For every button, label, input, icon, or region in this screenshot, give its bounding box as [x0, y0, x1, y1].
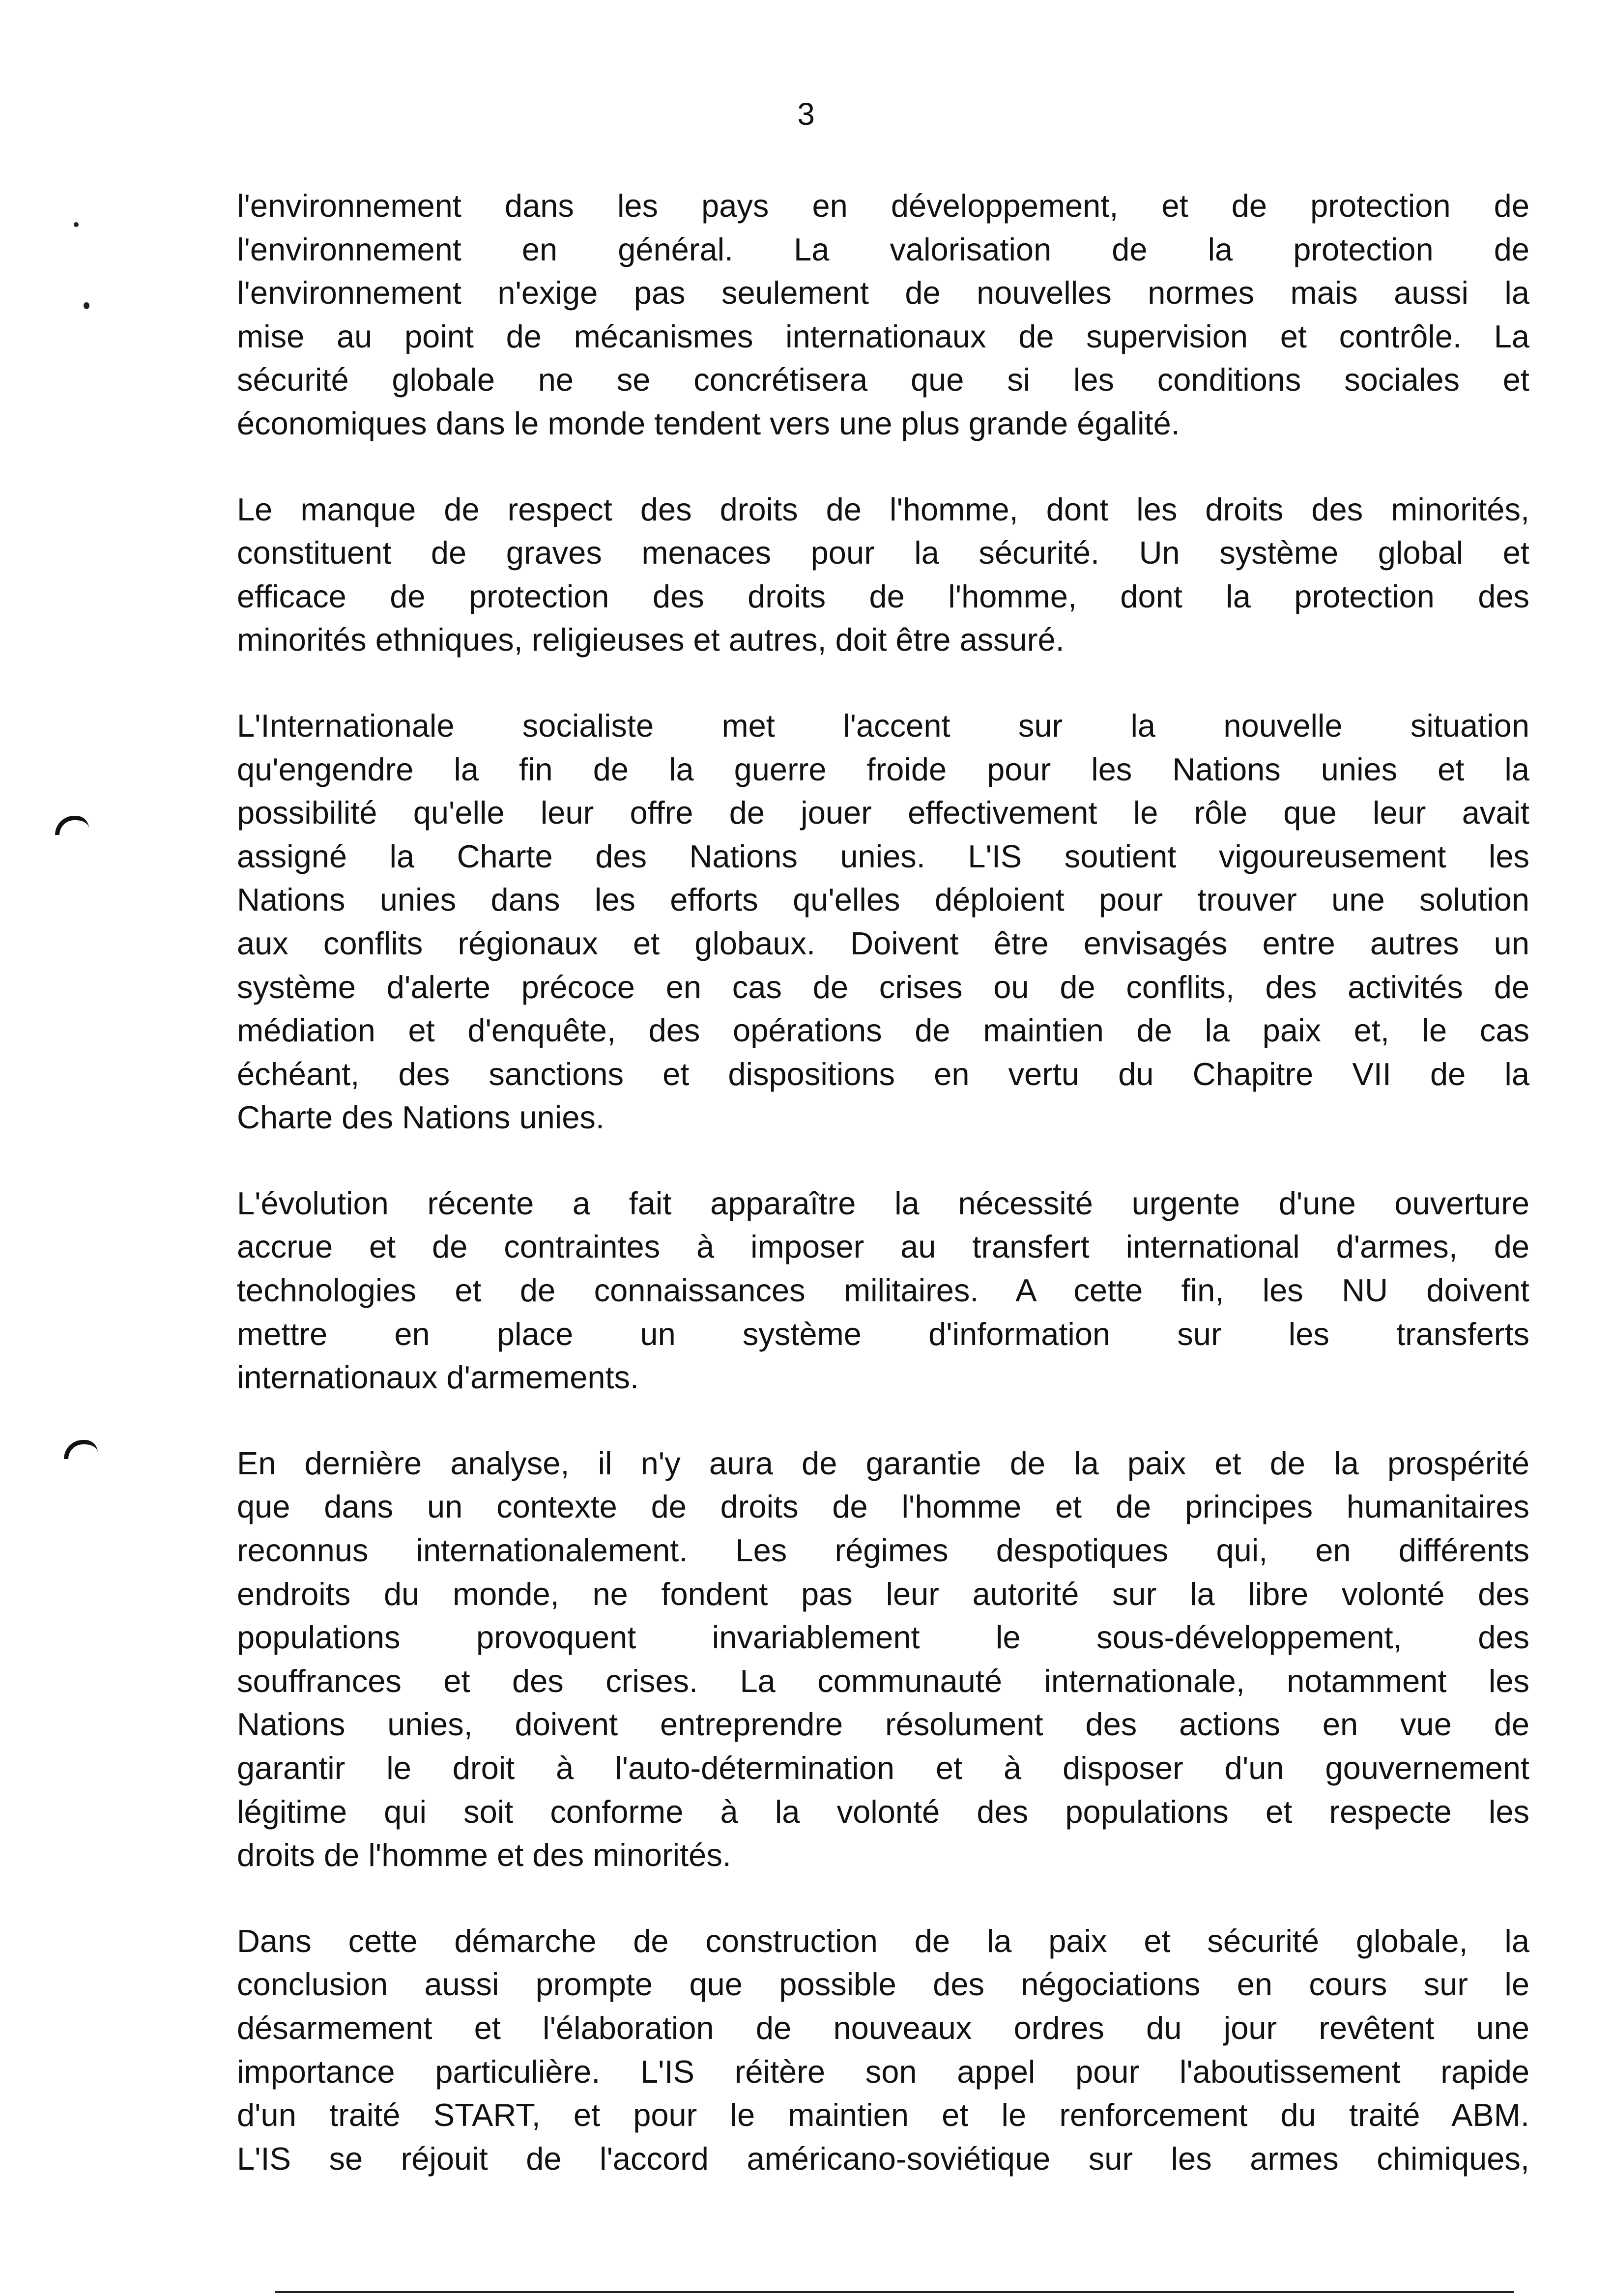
text-line: aux conflits régionaux et globaux. Doivent être envisagés entre autres un	[237, 925, 1529, 961]
margin-dot-mark	[74, 222, 79, 227]
text-line: l'environnement dans les pays en développement, et de protection de	[237, 188, 1529, 224]
text-line: mise au point de mécanismes internationaux de supervision et contrôle. La	[237, 318, 1529, 354]
text-line: qu'engendre la fin de la guerre froide pour les Nations unies et la	[237, 751, 1529, 787]
margin-speck-mark	[84, 302, 89, 309]
paragraph	[237, 1182, 1529, 1400]
text-line: accrue et de contraintes à imposer au transfert international d'armes, de	[237, 1229, 1529, 1265]
text-line: L'évolution récente a fait apparaître la nécessité urgente d'une ouverture	[237, 1185, 1529, 1221]
text-line: Charte des Nations unies.	[237, 1099, 604, 1136]
document-body	[237, 184, 1529, 2223]
text-line: sécurité globale ne se concrétisera que si les conditions sociales et	[237, 362, 1529, 398]
text-line: L'IS se réjouit de l'accord américano-soviétique sur les armes chimiques,	[237, 2140, 1529, 2177]
text-line: populations provoquent invariablement le sous-développement, des	[237, 1619, 1529, 1656]
text-line: Nations unies dans les efforts qu'elles déploient pour trouver une solution	[237, 882, 1529, 918]
text-line: possibilité qu'elle leur offre de jouer effectivement le rôle que leur avait	[237, 795, 1529, 831]
text-line: minorités ethniques, religieuses et autres, doit être assuré.	[237, 622, 1065, 658]
text-line: Le manque de respect des droits de l'homme, dont les droits des minorités,	[237, 491, 1529, 527]
text-line: Dans cette démarche de construction de la paix et sécurité globale, la	[237, 1923, 1529, 1959]
text-line: constituent de graves menaces pour la sécurité. Un système global et	[237, 535, 1529, 571]
text-line: efficace de protection des droits de l'homme, dont la protection des	[237, 578, 1529, 614]
text-line: l'environnement n'exige pas seulement de nouvelles normes mais aussi la	[237, 275, 1529, 311]
text-line: médiation et d'enquête, des opérations de maintien de la paix et, le cas	[237, 1012, 1529, 1049]
text-line: L'Internationale socialiste met l'accent sur la nouvelle situation	[237, 707, 1529, 744]
text-line: importance particulière. L'IS réitère son appel pour l'aboutissement rapide	[237, 2053, 1529, 2090]
text-line: conclusion aussi prompte que possible des négociations en cours sur le	[237, 1966, 1529, 2003]
text-line: d'un traité START, et pour le maintien et le renforcement du traité ABM.	[237, 2097, 1529, 2133]
text-line: légitime qui soit conforme à la volonté des populations et respecte les	[237, 1793, 1529, 1830]
margin-bracket-mark	[55, 816, 89, 835]
paragraph	[237, 184, 1529, 446]
paragraph	[237, 704, 1529, 1140]
text-line: En dernière analyse, il n'y aura de garantie de la paix et de la prospérité	[237, 1445, 1529, 1481]
text-line: reconnus internationalement. Les régimes despotiques qui, en différents	[237, 1532, 1529, 1569]
text-line: droits de l'homme et des minorités.	[237, 1837, 731, 1873]
text-line: garantir le droit à l'auto-détermination et à disposer d'un gouvernement	[237, 1750, 1529, 1786]
page-bottom-rule	[275, 2291, 1514, 2293]
text-line: que dans un contexte de droits de l'homme et de principes humanitaires	[237, 1489, 1529, 1525]
page-number: 3	[797, 96, 815, 132]
text-line: Nations unies, doivent entreprendre résolument des actions en vue de	[237, 1706, 1529, 1743]
text-line: échéant, des sanctions et dispositions en vertu du Chapitre VII de la	[237, 1056, 1529, 1092]
margin-bracket-mark	[64, 1440, 98, 1459]
text-line: mettre en place un système d'information sur les transferts	[237, 1316, 1529, 1352]
text-line: internationaux d'armements.	[237, 1359, 639, 1396]
text-line: l'environnement en général. La valorisation de la protection de	[237, 231, 1529, 267]
paragraph	[237, 488, 1529, 662]
text-line: désarmement et l'élaboration de nouveaux ordres du jour revêtent une	[237, 2009, 1529, 2046]
paragraph	[237, 1442, 1529, 1877]
text-line: économiques dans le monde tendent vers une plus grande égalité.	[237, 405, 1180, 441]
paragraph	[237, 1920, 1529, 2181]
text-line: souffrances et des crises. La communauté internationale, notamment les	[237, 1663, 1529, 1699]
text-line: système d'alerte précoce en cas de crises ou de conflits, des activités de	[237, 969, 1529, 1005]
text-line: endroits du monde, ne fondent pas leur autorité sur la libre volonté des	[237, 1576, 1529, 1612]
text-line: technologies et de connaissances militaires. A cette fin, les NU doivent	[237, 1272, 1529, 1309]
text-line: assigné la Charte des Nations unies. L'IS soutient vigoureusement les	[237, 838, 1529, 874]
